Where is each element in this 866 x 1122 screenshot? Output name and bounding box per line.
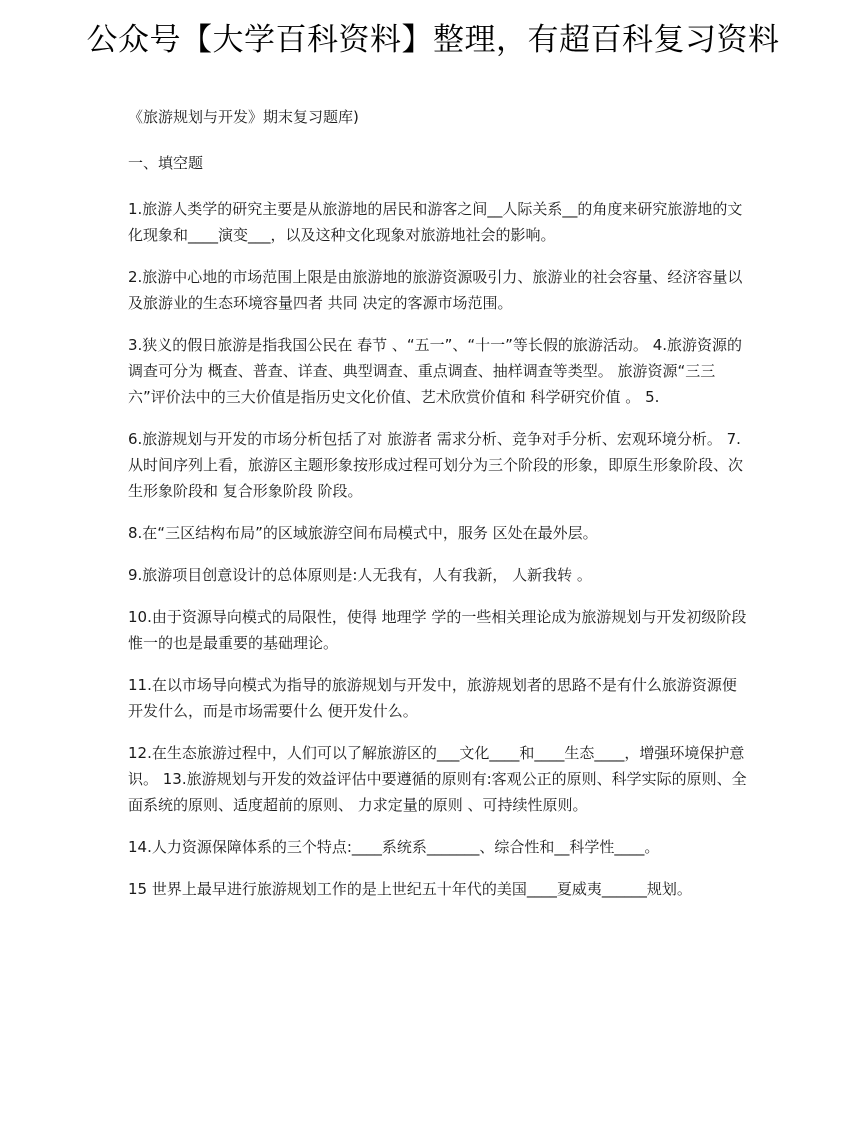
question-paragraph: 2.旅游中心地的市场范围上限是由旅游地的旅游资源吸引力、旅游业的社会容量、经济容量以及旅游业的生态环境容量四者 共同 决定的客源市场范围。 xyxy=(128,268,743,312)
question-paragraph: 1.旅游人类学的研究主要是从旅游地的居民和游客之间__人际关系__的角度来研究旅游地的文化现象和____演变___，以及这种文化现象对旅游地社会的影响。 xyxy=(128,200,743,244)
question-paragraph: 15 世界上最早进行旅游规划工作的是上世纪五十年代的美国____夏威夷______规划。 xyxy=(128,880,692,898)
document-title: 《旅游规划与开发》期末复习题库) xyxy=(128,108,359,126)
question-paragraph: 9.旅游项目创意设计的总体原则是:人无我有，人有我新， 人新我转 。 xyxy=(128,566,592,584)
question-paragraph: 10.由于资源导向模式的局限性，使得 地理学 学的一些相关理论成为旅游规划与开发初级阶段惟一的也是最重要的基础理论。 xyxy=(128,608,747,652)
question-paragraph: 11.在以市场导向模式为指导的旅游规划与开发中，旅游规划者的思路不是有什么旅游资源便开发什么，而是市场需要什么 便开发什么。 xyxy=(128,676,737,720)
question-paragraph: 8.在“三区结构布局”的区域旅游空间布局模式中，服务 区处在最外层。 xyxy=(128,524,598,542)
page-header-banner: 公众号【大学百科资料】整理，有超百科复习资料 xyxy=(86,22,780,58)
section-heading: 一、填空题 xyxy=(128,154,204,172)
document-body xyxy=(128,104,748,918)
question-paragraph: 12.在生态旅游过程中，人们可以了解旅游区的___文化____和____生态____，增强环境保护意识。 13.旅游规划与开发的效益评估中要遵循的原则有:客观公正的原则、科学实际的原则、全面系统的原则、适度超前的原则、 力求定量的原则 、可持续性原则。 xyxy=(128,744,747,814)
question-paragraph: 14.人力资源保障体系的三个特点:____系统系_______、综合性和__科学性____。 xyxy=(128,838,660,856)
question-paragraph: 6.旅游规划与开发的市场分析包括了对 旅游者 需求分析、竞争对手分析、宏观环境分析。 7.从时间序列上看，旅游区主题形象按形成过程可划分为三个阶段的形象，即原生形象阶段、次生形象阶段和 复合形象阶段 阶段。 xyxy=(128,430,744,500)
question-paragraph: 3.狭义的假日旅游是指我国公民在 春节 、“五一”、“十一”等长假的旅游活动。 4.旅游资源的调查可分为 概查、普查、详查、典型调查、重点调查、抽样调查等类型。 旅游资源“三三六”评价法中的三大价值是指历史文化价值、艺术欣赏价值和 科学研究价值 。 5. xyxy=(128,336,743,406)
